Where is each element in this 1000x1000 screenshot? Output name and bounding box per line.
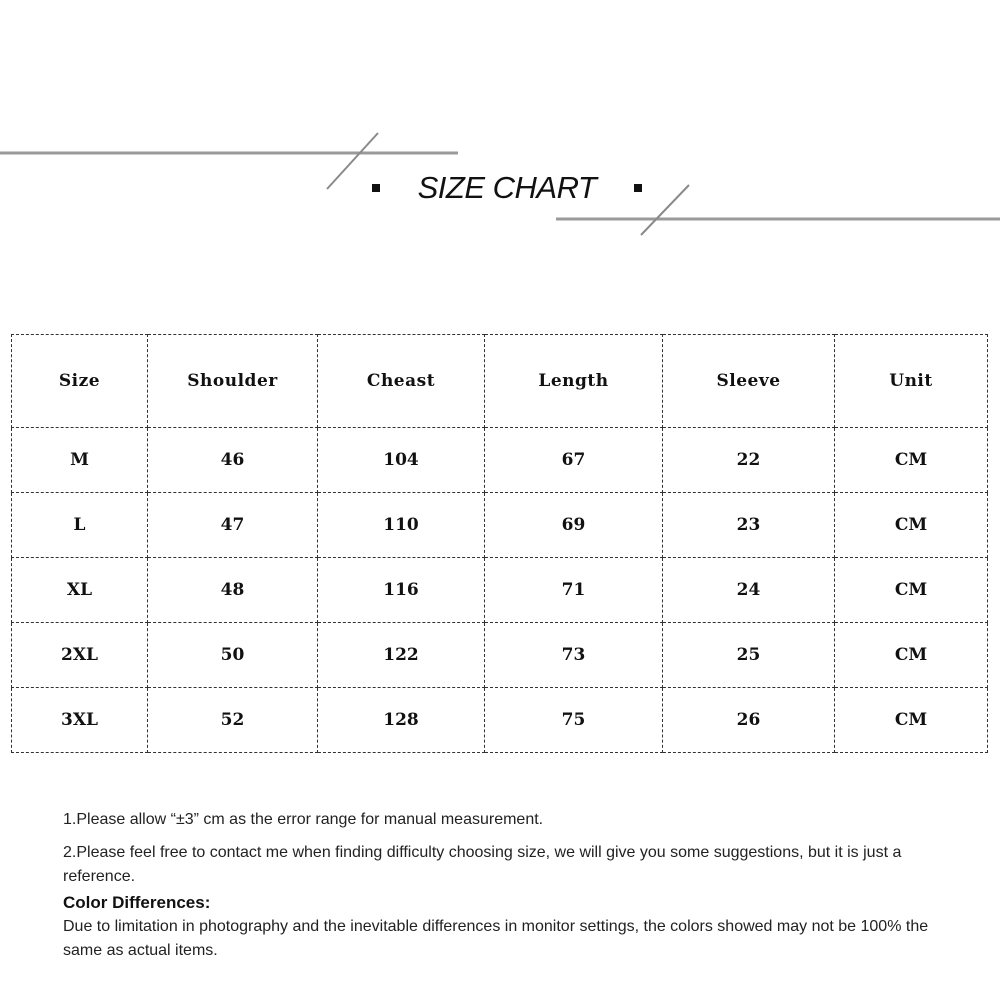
cell-length: 71 bbox=[485, 558, 663, 623]
cell-length: 75 bbox=[485, 688, 663, 753]
cell-sleeve: 26 bbox=[663, 688, 835, 753]
right-square-bullet-icon bbox=[634, 184, 642, 192]
cell-shoulder: 47 bbox=[148, 493, 318, 558]
cell-length: 69 bbox=[485, 493, 663, 558]
bottom-right-slash bbox=[641, 185, 689, 235]
header-shoulder: Shoulder bbox=[148, 335, 318, 428]
notes-section bbox=[63, 808, 943, 965]
cell-sleeve: 24 bbox=[663, 558, 835, 623]
cell-size: XL bbox=[12, 558, 148, 623]
cell-shoulder: 50 bbox=[148, 623, 318, 688]
table-row bbox=[12, 623, 988, 688]
cell-chest: 122 bbox=[318, 623, 485, 688]
cell-shoulder: 46 bbox=[148, 428, 318, 493]
top-left-slash bbox=[327, 133, 378, 189]
cell-unit: CM bbox=[835, 493, 988, 558]
color-differences-text: Due to limitation in photography and the inevitable differences in monitor settings, the colors showed may not be 100% the same as actual items. bbox=[63, 918, 929, 959]
cell-size: 3XL bbox=[12, 688, 148, 753]
contact-note: 2.Please feel free to contact me when finding difficulty choosing size, we will give you some suggestions, but it is just a reference. bbox=[63, 844, 902, 885]
table-row bbox=[12, 558, 988, 623]
cell-unit: CM bbox=[835, 558, 988, 623]
header-length: Length bbox=[485, 335, 663, 428]
header-size: Size bbox=[12, 335, 148, 428]
cell-size: M bbox=[12, 428, 148, 493]
color-differences-heading: Color Differences: bbox=[63, 893, 211, 912]
cell-unit: CM bbox=[835, 428, 988, 493]
cell-unit: CM bbox=[835, 688, 988, 753]
cell-length: 67 bbox=[485, 428, 663, 493]
cell-unit: CM bbox=[835, 623, 988, 688]
cell-shoulder: 48 bbox=[148, 558, 318, 623]
left-square-bullet-icon bbox=[372, 184, 380, 192]
page-title: SIZE CHART bbox=[417, 170, 597, 205]
cell-chest: 104 bbox=[318, 428, 485, 493]
header-sleeve: Sleeve bbox=[663, 335, 835, 428]
size-table bbox=[11, 334, 988, 753]
table-header-row bbox=[12, 335, 988, 428]
cell-size: L bbox=[12, 493, 148, 558]
header-chest: Cheast bbox=[318, 335, 485, 428]
table-row bbox=[12, 428, 988, 493]
cell-shoulder: 52 bbox=[148, 688, 318, 753]
cell-chest: 110 bbox=[318, 493, 485, 558]
header-decoration bbox=[0, 0, 1000, 260]
cell-length: 73 bbox=[485, 623, 663, 688]
cell-size: 2XL bbox=[12, 623, 148, 688]
cell-chest: 116 bbox=[318, 558, 485, 623]
table-row bbox=[12, 493, 988, 558]
size-chart-heading bbox=[372, 168, 642, 208]
cell-sleeve: 22 bbox=[663, 428, 835, 493]
header-unit: Unit bbox=[835, 335, 988, 428]
table-row bbox=[12, 688, 988, 753]
cell-chest: 128 bbox=[318, 688, 485, 753]
cell-sleeve: 25 bbox=[663, 623, 835, 688]
cell-sleeve: 23 bbox=[663, 493, 835, 558]
measurement-note: 1.Please allow “±3” cm as the error range for manual measurement. bbox=[63, 811, 544, 828]
